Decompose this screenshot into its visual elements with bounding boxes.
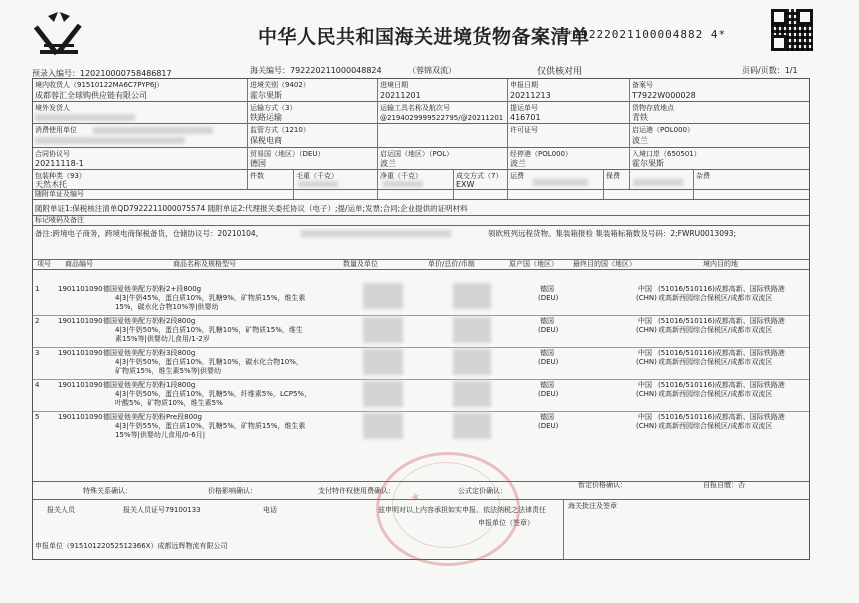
row-origin-code: (DEU) (538, 358, 559, 366)
legal-statement: 兹申明对以上内容承担如实申报、依法纳税之法律责任 (378, 506, 546, 514)
transport-tool-label: 运输工具名称及航次号 (380, 104, 450, 112)
record-no-label: 备案号 (632, 81, 653, 89)
port-label: （蓉锦双流） (408, 66, 456, 75)
row-code: 1901101090 (58, 413, 103, 421)
row-place-2: 或高新西园综合保税区/成都市双流区 (658, 326, 773, 334)
qr-code-icon (771, 9, 813, 51)
for-use-label: 仅供核对用 (537, 67, 583, 77)
remarks-value: 备注:跨境电子商务，跨境电商保税备货，仓储协议号：20210104, (35, 229, 259, 238)
qty-redacted (363, 381, 403, 407)
row-origin: 德国 (540, 317, 554, 325)
col-header-origin: 原产国（地区） (509, 260, 558, 268)
row-name-3: 叶酸5%，矿物质10%，维生素5% (115, 399, 223, 407)
col-header-code: 商品编号 (65, 260, 93, 268)
entry-customs-label: 进境关别（9402） (250, 81, 310, 89)
freight-label: 运费 (510, 172, 524, 180)
package-value: 天然木托 (35, 180, 67, 189)
entry-port-value: 霍尔果斯 (632, 159, 664, 168)
bl-value: 416701 (510, 113, 541, 122)
transport-mode-label: 运输方式（3） (250, 104, 297, 112)
row-place-2: 或高新西园综合保税区/成都市双流区 (658, 422, 773, 430)
declare-date-label: 申报日期 (510, 81, 538, 89)
depart-country-value: 波兰 (380, 159, 396, 168)
row-place-2: 或高新西园综合保税区/成都市双流区 (658, 294, 773, 302)
consumer-redacted (93, 127, 213, 134)
row-place-1: (51016/510116)成都高新、国际铁路港 (658, 317, 785, 325)
row-name-1: 德国爱他美配方奶粉3段800g (103, 349, 196, 357)
col-header-place: 境内目的地 (703, 260, 738, 268)
royalty-confirm: 支付特许权使用费确认： (318, 487, 395, 495)
self-pay: 自报自缴：否 (703, 481, 745, 489)
bl-label: 提运单号 (510, 104, 538, 112)
row-origin: 德国 (540, 349, 554, 357)
row-place-2: 或高新西园综合保税区/成都市双流区 (658, 358, 773, 366)
consumer-label: 消费使用单位 (35, 126, 77, 134)
row-dest-code: (CHN) (636, 294, 657, 302)
row-name-3: 15%，碳水化合物10%等|供婴幼 (115, 303, 219, 311)
remarks-value-2: 领欧班列远程货物。集装箱报检 集装箱标箱数及号码：2;FWRU0013093; (488, 229, 737, 238)
row-code: 1901101090 (58, 285, 103, 293)
row-name-2: 4|3|牛奶45%，蛋白质10%，乳糖9%，矿物质15%，维生素 (115, 294, 306, 302)
row-origin-code: (DEU) (538, 326, 559, 334)
pre-entry-number: 预录入编号：120210000758486817 (32, 69, 172, 78)
gross-weight-label: 毛重（千克） (296, 172, 338, 180)
row-name-1: 德国爱他美配方奶粉2段800g (103, 317, 196, 325)
misc-fee-label: 杂费 (696, 172, 710, 180)
row-dest-code: (CHN) (636, 390, 657, 398)
row-name-2: 4|3|牛奶50%，蛋白质10%，乳糖10%，矿物质15%，维生 (115, 326, 303, 334)
row-dest: 中国 (638, 413, 652, 421)
depart-country-label: 启运国（地区）（POL） (380, 150, 454, 158)
provisional-price-confirm: 暂定价格确认： (578, 481, 627, 489)
row-dest: 中国 (638, 285, 652, 293)
row-dest-code: (CHN) (636, 326, 657, 334)
price-redacted (453, 413, 491, 439)
import-date-value: 20211201 (380, 91, 421, 100)
deal-mode-value: EXW (456, 180, 475, 189)
supervision-value: 保税电商 (250, 136, 282, 145)
consumer-redacted-2 (35, 137, 185, 144)
row-no: 2 (35, 317, 40, 325)
row-no: 3 (35, 349, 40, 357)
col-header-qty: 数量及单位 (343, 260, 378, 268)
transport-tool-value: @2194029999522795/@20211201 (380, 114, 504, 122)
entry-port-label: 入境口岸（650501） (632, 150, 701, 158)
docs-label: 随附单证及编号 (35, 190, 84, 198)
docs-value: 随附单证1:保税核注清单QD7922211000075574 随附单证2:代理报关委托协议（电子）;提/运单;发票;合同;企业提供的证明材料 (35, 204, 468, 213)
customs-remark-label: 海关批注及签章 (568, 502, 617, 510)
transit-port-label: 经停港（POL000） (510, 150, 572, 158)
seal-star-icon: ★ (408, 488, 423, 506)
row-place-1: (51016/510116)成都高新、国际铁路港 (658, 349, 785, 357)
contract-value: 20211118-1 (35, 159, 84, 168)
phone-label: 电话 (263, 506, 277, 514)
row-dest-code: (CHN) (636, 358, 657, 366)
origin-port-value: 波兰 (632, 136, 648, 145)
contract-label: 合同协议号 (35, 150, 70, 158)
row-dest: 中国 (638, 349, 652, 357)
package-label: 包装种类（93） (35, 172, 86, 180)
customs-emblem-icon (34, 8, 84, 58)
row-origin-code: (DEU) (538, 422, 559, 430)
declare-date-value: 20211213 (510, 91, 551, 100)
row-name-2: 4|3|牛奶55%，蛋白质10%，乳糖5%，矿物质15%，维生素 (115, 422, 306, 430)
page-title: 中华人民共和国海关进境货物备案清单 (258, 26, 590, 48)
row-place-1: (51016/510116)成都高新、国际铁路港 (658, 413, 785, 421)
agent-unit: 申报单位（91510122052512366X）成都远辉物流有限公司 (35, 542, 228, 550)
net-redacted (383, 181, 423, 187)
agent-sign-label: 申报单位（签章） (478, 519, 534, 527)
price-redacted (453, 381, 491, 407)
net-weight-label: 净重（千克） (380, 172, 422, 180)
customs-number: 海关编号：792220211000048824 (250, 66, 382, 75)
col-header-price: 单价/总价/币制 (428, 260, 475, 268)
trade-country-label: 贸易国（地区）（DEU） (250, 150, 325, 158)
supervision-label: 监管方式（1210） (250, 126, 310, 134)
page-count: 页码/页数：1/1 (742, 66, 798, 75)
import-date-label: 进境日期 (380, 81, 408, 89)
price-redacted (453, 283, 491, 309)
row-dest: 中国 (638, 381, 652, 389)
row-name-1: 德国爱他美配方奶粉2+段800g (103, 285, 202, 293)
row-code: 1901101090 (58, 349, 103, 357)
record-no-value: T7922W000028 (632, 91, 696, 100)
row-origin-code: (DEU) (538, 390, 559, 398)
price-redacted (453, 349, 491, 375)
shipper-label: 境外发货人 (35, 104, 70, 112)
row-origin: 德国 (540, 381, 554, 389)
row-dest: 中国 (638, 317, 652, 325)
declarant-cert: 报关人员证号79100133 (123, 506, 201, 514)
row-no: 1 (35, 285, 40, 293)
insurance-label: 保费 (606, 172, 620, 180)
consignee-value: 成都蓉汇全球购供应链有限公司 (35, 91, 147, 100)
entry-customs-value: 霍尔果斯 (250, 91, 282, 100)
row-name-2: 4|3|牛奶50%，蛋白质10%，乳糖10%，碳水化合物10%， (115, 358, 303, 366)
remarks-redacted (301, 230, 451, 237)
trade-country-value: 德国 (250, 159, 266, 168)
public-price-confirm: 公式定价确认： (458, 487, 507, 495)
deal-mode-label: 成交方式（7） (456, 172, 503, 180)
row-no: 5 (35, 413, 40, 421)
row-code: 1901101090 (58, 381, 103, 389)
col-header-dest: 最终目的国（地区） (573, 260, 636, 268)
qty-redacted (363, 349, 403, 375)
row-origin: 德国 (540, 413, 554, 421)
special-relation-confirm: 特殊关系确认： (83, 487, 132, 495)
marks-label: 标记唛码及备注 (35, 216, 84, 224)
transit-port-value: 波兰 (510, 159, 526, 168)
row-place-1: (51016/510116)成都高新、国际铁路港 (658, 285, 785, 293)
origin-port-label: 启运港（POL000） (632, 126, 694, 134)
qty-redacted (363, 413, 403, 439)
row-code: 1901101090 (58, 317, 103, 325)
qty-redacted (363, 317, 403, 343)
row-name-2: 4|3|牛奶50%，蛋白质10%，乳糖5%，纤维素5%，LCP5%， (115, 390, 312, 398)
shipper-redacted (35, 114, 135, 121)
consignee-label: 境内收货人（91510122MA6C7PYP6J） (35, 81, 164, 89)
row-origin-code: (DEU) (538, 294, 559, 302)
row-name-3: 素15%等|供婴幼儿食用/1-2岁 (115, 335, 210, 343)
row-dest-code: (CHN) (636, 422, 657, 430)
row-name-1: 德国爱他美配方奶粉Pre段800g (103, 413, 202, 421)
company-seal-inner-icon (392, 462, 500, 548)
gross-redacted (298, 181, 338, 187)
col-header-name: 商品名称及规格型号 (173, 260, 236, 268)
storage-label: 货物存放地点 (632, 104, 674, 112)
row-name-3: 15%等|供婴幼儿食用/0-6月| (115, 431, 206, 439)
transport-mode-value: 铁路运输 (250, 113, 282, 122)
price-effect-confirm: 价格影响确认： (208, 487, 257, 495)
row-name-1: 德国爱他美配方奶粉1段800g (103, 381, 196, 389)
row-name-3: 矿物质15%，维生素5%等|供婴幼 (115, 367, 222, 375)
col-header-no: 项号 (37, 260, 51, 268)
price-redacted (453, 317, 491, 343)
row-no: 4 (35, 381, 40, 389)
declarant-label: 报关人员 (47, 506, 75, 514)
freight-redacted (533, 179, 588, 186)
pieces-label: 件数 (250, 172, 264, 180)
row-place-2: 或高新西园综合保税区/成都市双流区 (658, 390, 773, 398)
license-label: 许可证号 (510, 126, 538, 134)
barcode-text: *79222021100004882 4* (566, 28, 727, 41)
row-origin: 德国 (540, 285, 554, 293)
qty-redacted (363, 283, 403, 309)
insurance-redacted (633, 179, 683, 186)
row-place-1: (51016/510116)成都高新、国际铁路港 (658, 381, 785, 389)
storage-value: 青铁 (632, 113, 648, 122)
